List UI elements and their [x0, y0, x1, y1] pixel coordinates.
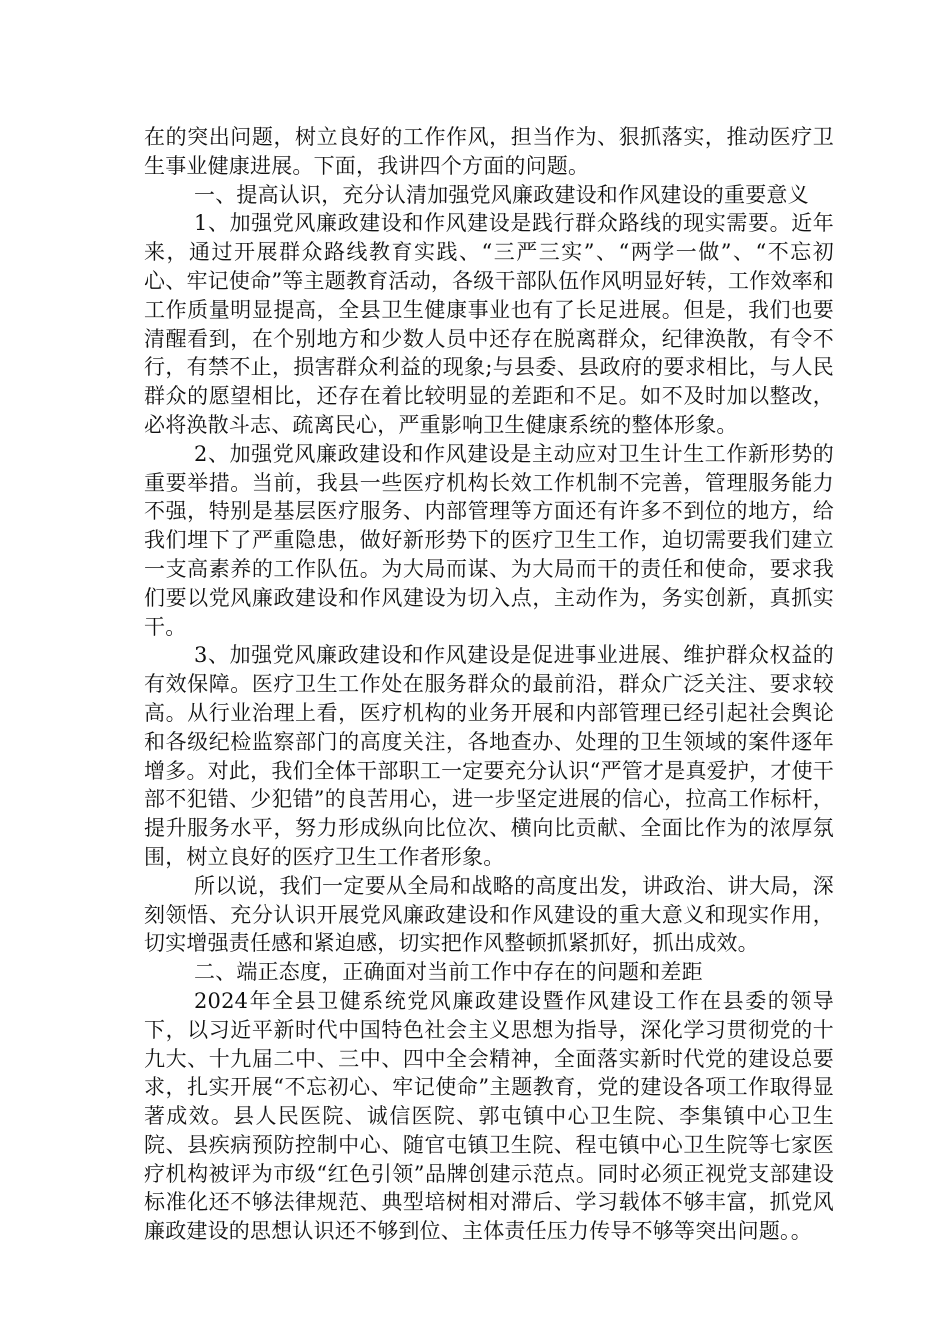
document-body [144, 123, 834, 1246]
paragraph-2024-review: 2024年全县卫健系统党风廉政建设暨作风建设工作在县委的领导下，以习近平新时代中国特色社会主义思想为指导，深化学习贯彻党的十九大、十九届二中、三中、四中全会精神，全面落实新时代党的建设总要求，扎实开展“不忘初心、牢记使命”主题教育，党的建设各项工作取得显著成效。县人民医院、诚信医院、郭屯镇中心卫生院、李集镇中心卫生院、县疾病预防控制中心、随官屯镇卫生院、程屯镇中心卫生院等七家医疗机构被评为市级“红色引领”品牌创建示范点。同时必须正视党支部建设标准化还不够法律规范、典型培树相对滞后、学习载体不够丰富，抓党风廉政建设的思想认识还不够到位、主体责任压力传导不够等突出问题。。 [144, 988, 834, 1244]
paragraph-continuation: 在的突出问题，树立良好的工作作风，担当作为、狠抓落实，推动医疗卫生事业健康进展。下面，我讲四个方面的问题。 [144, 125, 834, 178]
section-heading-1: 一、提高认识，充分认清加强党风廉政建设和作风建设的重要意义 [194, 182, 809, 207]
paragraph-point-1: 1、加强党风廉政建设和作风建设是践行群众路线的现实需要。近年来，通过开展群众路线教育实践、“三严三实”、“两学一做”、“不忘初心、牢记使命”等主题教育活动，各级干部队伍作风明显好转，工作效率和工作质量明显提高，全县卫生健康事业也有了长足进展。但是，我们也要清醒看到，在个别地方和少数人员中还存在脱离群众，纪律涣散，有令不行，有禁不止，损害群众利益的现象;与县委、县政府的要求相比，与人民群众的愿望相比，还存在着比较明显的差距和不足。如不及时加以整改，必将涣散斗志、疏离民心，严重影响卫生健康系统的整体形象。 [144, 211, 834, 437]
section-heading-2: 二、端正态度，正确面对当前工作中存在的问题和差距 [194, 960, 703, 985]
paragraph-summary: 所以说，我们一定要从全局和战略的高度出发，讲政治、讲大局，深刻领悟、充分认识开展党风廉政建设和作风建设的重大意义和现实作用，切实增强责任感和紧迫感，切实把作风整顿抓紧抓好，抓出成效。 [144, 873, 834, 956]
paragraph-point-3: 3、加强党风廉政建设和作风建设是促进事业进展、维护群众权益的有效保障。医疗卫生工作处在服务群众的最前沿，群众广泛关注、要求较高。从行业治理上看，医疗机构的业务开展和内部管理已经引起社会舆论和各级纪检监察部门的高度关注，各地查办、处理的卫生领域的案件逐年增多。对此，我们全体干部职工一定要充分认识“严管才是真爱护，才使干部不犯错、少犯错”的良苦用心，进一步坚定进展的信心，拉高工作标杆，提升服务水平，努力形成纵向比位次、横向比贡献、全面比作为的浓厚氛围，树立良好的医疗卫生工作者形象。 [144, 643, 834, 869]
paragraph-point-2: 2、加强党风廉政建设和作风建设是主动应对卫生计生工作新形势的重要举措。当前，我县一些医疗机构长效工作机制不完善，管理服务能力不强，特别是基层医疗服务、内部管理等方面还有许多不到位的地方，给我们埋下了严重隐患，做好新形势下的医疗卫生工作，迫切需要我们建立一支高素养的工作队伍。为大局而谋、为大局而干的责任和使命，要求我们要以党风廉政建设和作风建设为切入点，主动作为，务实创新，真抓实干。 [144, 441, 834, 639]
